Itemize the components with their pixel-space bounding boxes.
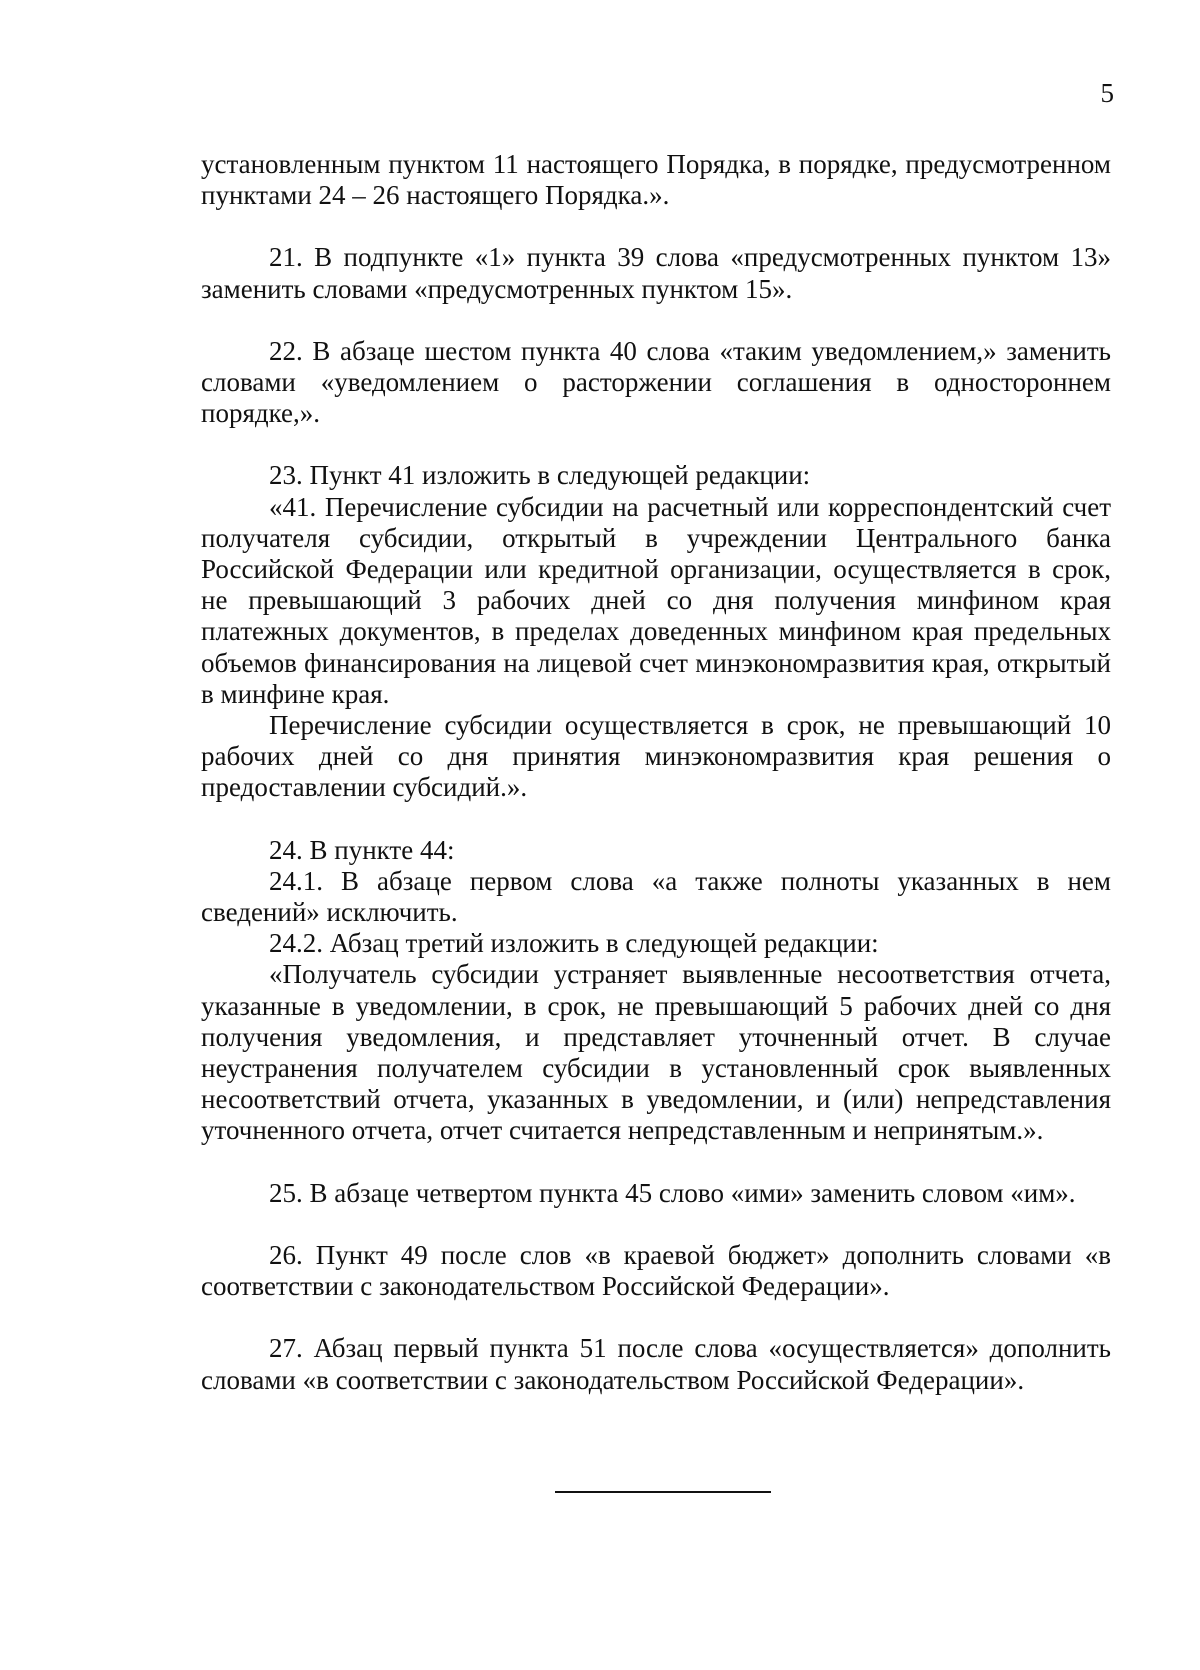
paragraph-item-41-transfer: Перечисление субсидии осуществляется в срок, не превышающий 10 рабочих дней со дня принятия минэкономразвития края решения о предоставлении субсидий.». [201,710,1111,803]
document-body [201,149,1111,1396]
paragraph-item-41-quote: «41. Перечисление субсидии на расчетный или корреспондентский счет получателя субсидии, открытый в учреждении Центрального банка Российской Федерации или кредитной организации, осуществляется в срок, не превышающий 3 рабочих дней со дня получения минфином края платежных документов, в пределах доведенных минфином края предельных объемов финансирования на лицевой счет минэкономразвития края, открытый в минфине края. [201,491,1111,709]
page-number: 5 [1100,78,1114,108]
paragraph-item-25: 25. В абзаце четвертом пункта 45 слово «ими» заменить словом «им». [269,1177,1076,1208]
paragraph-item-23: 23. Пункт 41 изложить в следующей редакции: [269,460,811,491]
paragraph-item-26: 26. Пункт 49 после слов «в краевой бюджет» дополнить словами «в соответствии с законодательством Российской Федерации». [201,1239,1111,1302]
paragraph-item-24-1: 24.1. В абзаце первом слова «а также полноты указанных в нем сведений» исключить. [201,865,1111,928]
paragraph-item-24-2: 24.2. Абзац третий изложить в следующей редакции: [269,928,879,959]
paragraph-continuation: установленным пунктом 11 настоящего Порядка, в порядке, предусмотренном пунктами 24 – 26 настоящего Порядка.». [201,149,1111,211]
paragraph-item-24: 24. В пункте 44: [269,834,455,865]
paragraph-item-21: 21. В подпункте «1» пункта 39 слова «предусмотренных пунктом 13» заменить словами «предусмотренных пунктом 15». [201,242,1111,304]
paragraph-item-27: 27. Абзац первый пункта 51 после слова «осуществляется» дополнить словами «в соответствии с законодательством Российской Федерации». [201,1333,1111,1395]
paragraph-item-24-2-quote: «Получатель субсидии устраняет выявленные несоответствия отчета, указанные в уведомлении, в срок, не превышающий 5 рабочих дней со дня получения уведомления, и представляет уточненный отчет. В случае неустранения получателем субсидии в установленный срок выявленных несоответствий отчета, указанных в уведомлении, и (или) непредставления уточненного отчета, отчет считается непредставленным и непринятым.». [201,959,1111,1146]
end-of-document-rule [555,1491,771,1493]
paragraph-item-22: 22. В абзаце шестом пункта 40 слова «таким уведомлением,» заменить словами «уведомлением о расторжении соглашения в одностороннем порядке,». [201,335,1111,429]
